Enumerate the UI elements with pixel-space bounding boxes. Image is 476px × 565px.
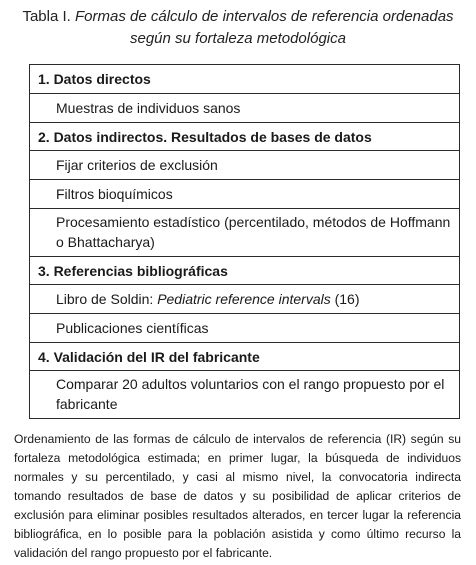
reference-interval-table — [29, 64, 460, 419]
table-row: Procesamiento estadístico (percentilado, métodos de Hoffmann o Bhattacharya) — [30, 208, 459, 256]
soldin-prefix: Libro de Soldin: — [56, 291, 158, 307]
table-row: Comparar 20 adultos voluntarios con el rango propuesto por el fabricante — [30, 370, 459, 418]
caption-title-line2: según su fortaleza metodológica — [130, 30, 346, 47]
table-row: Filtros bioquímicos — [30, 179, 459, 208]
table-row: Publicaciones científicas — [30, 313, 459, 342]
table-caption — [14, 6, 462, 50]
soldin-reference: (16) — [330, 291, 360, 307]
table-row: Muestras de individuos sanos — [30, 93, 459, 122]
section-heading-3: 3. Referencias bibliográficas — [30, 256, 459, 284]
table-footnote: Ordenamiento de las formas de cálculo de intervalos de referencia (IR) según su fortaleza metodológica estimada; en primer lugar, la búsqueda de individuos normales y su percentilado, y casi al mismo nivel, la convocatoria indirecta tomando resultados de base de datos y su posibilidad de aplicar criterios de exclusión para eliminar posibles resultados alterados, en tercer lugar la referencia bibliográfica, en lo posible para la población asistida y como último recurso la validación del rango propuesto por el fabricante. — [14, 432, 461, 560]
caption-title-line1: Formas de cálculo de intervalos de referencia ordenadas — [75, 8, 454, 25]
caption-label: Tabla I. — [22, 8, 71, 25]
section-heading-4: 4. Validación del IR del fabricante — [30, 342, 459, 370]
table-row: Fijar criterios de exclusión — [30, 150, 459, 179]
soldin-book-title: Pediatric reference intervals — [157, 291, 331, 307]
section-heading-1: 1. Datos directos — [30, 65, 459, 93]
table-row — [30, 284, 459, 313]
section-heading-2: 2. Datos indirectos. Resultados de bases de datos — [30, 122, 459, 150]
